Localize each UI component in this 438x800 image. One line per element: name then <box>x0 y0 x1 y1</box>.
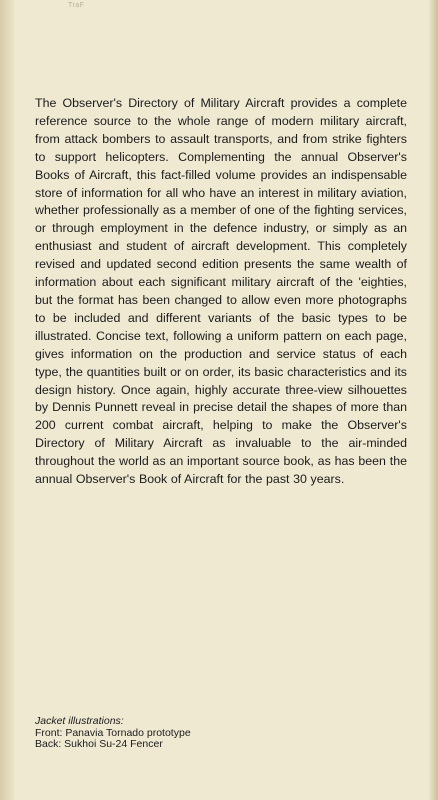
left-paper-edge <box>0 0 14 800</box>
jacket-illustrations-title: Jacket illustrations: <box>35 715 124 727</box>
back-illustration-credit: Back: Sukhoi Su-24 Fencer <box>35 738 163 750</box>
right-paper-edge <box>428 0 438 800</box>
jacket-illustrations-caption <box>35 716 191 751</box>
top-mark: TraF <box>68 2 85 9</box>
book-description: The Observer's Directory of Military Aircraft provides a complete reference source to the whole range of modern military aircraft, from attack bombers to assault transports, and from strike fighters to support helicopters. Complementing the annual Observer's Books of Aircraft, this fact-filled volume provides an indispensable store of information for all who have an interest in military aviation, whether professionally as a member of one of the fighting services, or through employment in the defence industry, or simply as an enthusiast and student of aircraft development. This completely revised and updated second edition presents the same wealth of information about each significant military aircraft of the 'eighties, but the format has been changed to allow even more photographs to be included and different variants of the basic types to be illustrated. Concise text, following a uniform pattern on each page, gives information on the production and service status of each type, the quantities built or on order, its basic characteristics and its design history. Once again, highly accurate three-view silhouettes by Dennis Punnett reveal in precise detail the shapes of more than 200 current combat aircraft, helping to make the Observer's Directory of Military Aircraft as invaluable to the air-minded throughout the world as an important source book, as has been the annual Observer's Book of Aircraft for the past 30 years. <box>35 96 407 487</box>
front-illustration-credit: Front: Panavia Tornado prototype <box>35 726 191 739</box>
